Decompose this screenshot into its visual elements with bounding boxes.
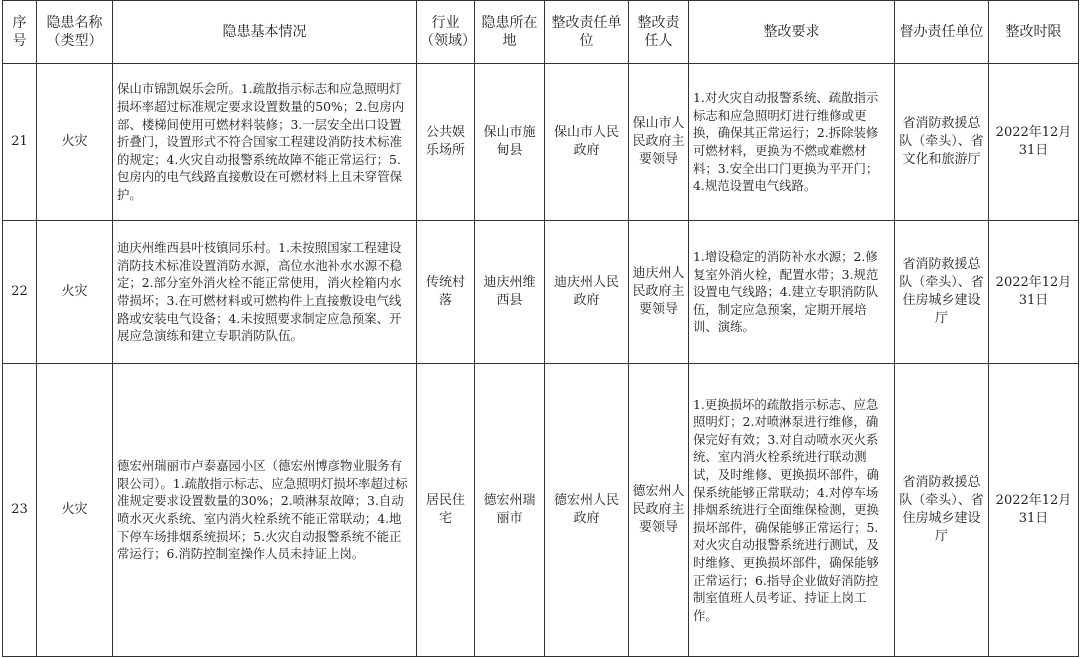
cell-no: 23 xyxy=(3,364,37,657)
cell-industry: 公共娱乐场所 xyxy=(417,64,475,221)
cell-requirement: 1.对火灾自动报警系统、疏散指示标志和应急照明灯进行维修或更换，确保其正常运行；2.拆除装修可燃材料，更换为不燃或难燃材料；3.安全出口门更换为平开门；4.规范设置电气线路。 xyxy=(689,64,895,221)
header-person: 整改责任人 xyxy=(629,1,689,64)
cell-person: 德宏州人民政府主要领导 xyxy=(629,364,689,657)
cell-supervisor: 省消防救援总队（牵头）、省住房城乡建设厅 xyxy=(895,364,989,657)
cell-person: 保山市人民政府主要领导 xyxy=(629,64,689,221)
cell-unit: 保山市人民政府 xyxy=(545,64,629,221)
cell-basic: 迪庆州维西县叶枝镇同乐村。1.未按照国家工程建设消防技术标准设置消防水源，高位水池补水水源不稳定；2.部分室外消火栓不能正常使用，消火栓箱内水带损坏；3.在可燃材料或可燃构件上直接敷设电气线路或安装电气设备；4.未按照要求制定应急预案、开展应急演练和建立专职消防队伍。 xyxy=(113,221,417,364)
cell-location: 迪庆州维西县 xyxy=(475,221,545,364)
cell-basic: 保山市锦凯娱乐会所。1.疏散指示标志和应急照明灯损坏率超过标准规定要求设置数量的50%；2.包房内部、楼梯间使用可燃材料装修；3.一层安全出口设置折叠门，设置形式不符合国家工程建设消防技术标准的规定；4.火灾自动报警系统故障不能正常运行；5.包房内的电气线路直接敷设在可燃材料上且未穿管保护。 xyxy=(113,64,417,221)
cell-requirement: 1.增设稳定的消防补水水源；2.修复室外消火栓，配置水带；3.规范设置电气线路；4.建立专职消防队伍，制定应急预案，定期开展培训、演练。 xyxy=(689,221,895,364)
cell-industry: 传统村落 xyxy=(417,221,475,364)
header-location: 隐患所在地 xyxy=(475,1,545,64)
cell-unit: 迪庆州人民政府 xyxy=(545,221,629,364)
cell-supervisor: 省消防救援总队（牵头）、省文化和旅游厅 xyxy=(895,64,989,221)
header-basic: 隐患基本情况 xyxy=(113,1,417,64)
table-row xyxy=(3,64,1079,221)
cell-supervisor: 省消防救援总队（牵头）、省住房城乡建设厅 xyxy=(895,221,989,364)
header-no: 序号 xyxy=(3,1,37,64)
cell-unit: 德宏州人民政府 xyxy=(545,364,629,657)
header-unit: 整改责任单位 xyxy=(545,1,629,64)
cell-no: 22 xyxy=(3,221,37,364)
cell-type: 火灾 xyxy=(37,64,113,221)
cell-deadline: 2022年12月31日 xyxy=(989,64,1079,221)
header-name: 隐患名称（类型） xyxy=(37,1,113,64)
header-requirement: 整改要求 xyxy=(689,1,895,64)
hazard-table xyxy=(2,0,1079,657)
header-row xyxy=(3,1,1079,64)
header-industry: 行业（领域） xyxy=(417,1,475,64)
cell-basic: 德宏州瑞丽市卢泰嘉园小区（德宏州博彦物业服务有限公司）。1.疏散指示标志、应急照明灯损坏率超过标准规定要求设置数量的30%；2.喷淋泵故障；3.自动喷水灭火系统、室内消火栓系统不能正常联动；4.地下停车场排烟系统损坏；5.火灾自动报警系统不能正常运行；6.消防控制室操作人员未持证上岗。 xyxy=(113,364,417,657)
cell-location: 保山市施甸县 xyxy=(475,64,545,221)
table-row xyxy=(3,221,1079,364)
cell-type: 火灾 xyxy=(37,364,113,657)
cell-person: 迪庆州人民政府主要领导 xyxy=(629,221,689,364)
header-supervisor: 督办责任单位 xyxy=(895,1,989,64)
cell-deadline: 2022年12月31日 xyxy=(989,364,1079,657)
header-deadline: 整改时限 xyxy=(989,1,1079,64)
cell-industry: 居民住宅 xyxy=(417,364,475,657)
cell-location: 德宏州瑞丽市 xyxy=(475,364,545,657)
cell-type: 火灾 xyxy=(37,221,113,364)
cell-no: 21 xyxy=(3,64,37,221)
cell-requirement: 1.更换损坏的疏散指示标志、应急照明灯；2.对喷淋泵进行维修，确保完好有效；3.对自动喷水灭火系统、室内消火栓系统进行联动测试，及时维修、更换损坏部件，确保系统能够正常联动；4.对停车场排烟系统进行全面维保检测，更换损坏部件，确保能够正常运行；5.对火灾自动报警系统进行测试，及时维修、更换损坏部件，确保能够正常运行；6.指导企业做好消防控制室值班人员考证、持证上岗工作。 xyxy=(689,364,895,657)
cell-deadline: 2022年12月31日 xyxy=(989,221,1079,364)
table-row xyxy=(3,364,1079,657)
